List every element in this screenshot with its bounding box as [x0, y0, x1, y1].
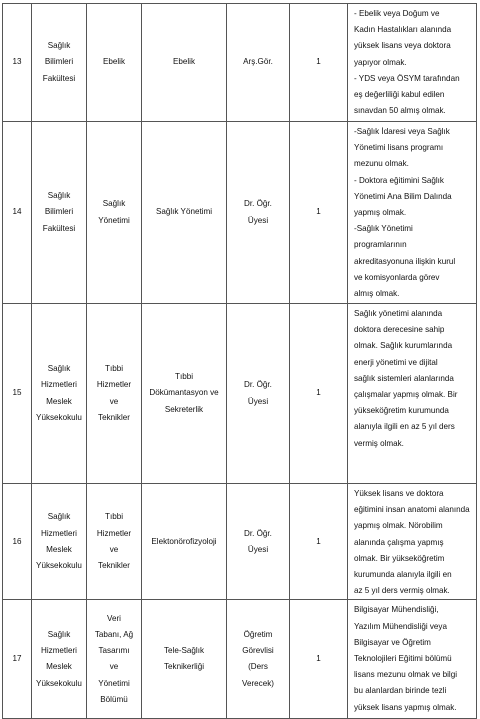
cell-unit-line: Sağlık [47, 41, 71, 51]
cell-title-line: Dr. Öğr. [244, 380, 272, 390]
cell-title [227, 484, 290, 600]
cell-requirements-line: -Sağlık İdaresi veya Sağlık [354, 127, 450, 136]
cell-department [87, 600, 142, 719]
cell-no [3, 4, 32, 122]
cell-requirements-line: doktora derecesine sahip [354, 325, 445, 335]
cell-department-line: Yönetimi [98, 215, 130, 225]
table-row [3, 600, 477, 719]
cell-unit-line: Yüksekokulu [36, 560, 82, 570]
cell-requirements-line: Bilgisayar ve Öğretim [354, 637, 431, 647]
cell-requirements-line: Bilgisayar Mühendisliği, [354, 605, 439, 615]
cell-requirements-line: Yazılım Mühendisliği veya [354, 621, 447, 631]
cell-unit-line: Sağlık [47, 191, 71, 201]
cell-requirements-line: programlarının [354, 240, 407, 250]
cell-requirements-line: kurumunda alanıyla ilgili en [354, 570, 452, 580]
cell-requirements-line: eğitimini insan anatomi alanında [354, 505, 470, 515]
cell-no-text: 17 [12, 654, 22, 664]
cell-title [227, 4, 290, 122]
cell-requirements-line: bu alanlardan birinde tezli [354, 686, 447, 696]
cell-no [3, 304, 32, 484]
cell-title-line: (Ders [248, 662, 268, 672]
cell-program [142, 4, 227, 122]
cell-unit-line: Fakültesi [42, 223, 76, 233]
cell-unit-line: Yüksekokulu [36, 678, 82, 688]
cell-requirements-line: ve komisyonlarda görev [354, 272, 440, 282]
cell-requirements [348, 4, 477, 122]
cell-program-line: Dökümantasyon ve [149, 388, 219, 398]
cell-requirements-line: Sağlık yönetimi alanında [354, 309, 443, 318]
cell-no-text: 14 [12, 207, 22, 217]
cell-program-line: Elektonörofizyoloji [151, 536, 217, 546]
cell-program [142, 122, 227, 304]
cell-unit-line: Bilimleri [44, 57, 74, 67]
cell-requirements-line: eş değerliliği kabul edilen [354, 90, 445, 100]
cell-requirements-line: yükseköğretim kurumunda [354, 406, 449, 416]
cell-requirements-line: Yüksek lisans ve doktora [354, 489, 444, 498]
cell-program-line: Teknikerliği [163, 662, 205, 672]
cell-count-text: 1 [316, 207, 321, 217]
cell-unit-line: Fakültesi [42, 73, 76, 83]
cell-requirements-line: mezunu olmak. [354, 159, 409, 169]
cell-requirements-line: olmak. Bir yükseköğretim [354, 553, 445, 563]
cell-requirements [348, 484, 477, 600]
cell-department-line: Yönetimi [98, 678, 130, 688]
cell-requirements [348, 122, 477, 304]
cell-unit-line: Hizmetleri [41, 528, 77, 538]
cell-title-line: Dr. Öğr. [244, 528, 272, 538]
cell-program [142, 600, 227, 719]
cell-requirements-line: enerji yönetimi ve dijital [354, 357, 438, 367]
cell-no [3, 122, 32, 304]
cell-program-line: Ebelik [172, 57, 196, 67]
cell-no [3, 600, 32, 719]
cell-department-line: Teknikler [98, 412, 130, 422]
cell-program [142, 484, 227, 600]
cell-count [290, 122, 348, 304]
cell-department-line: ve [109, 662, 119, 672]
cell-no [3, 484, 32, 600]
table-row [3, 304, 477, 484]
cell-requirements-line: yüksek lisans veya doktora [354, 41, 451, 51]
cell-unit-line: Sağlık [47, 364, 71, 374]
cell-requirements-line: Yönetimi Ana Bilim Dalında [354, 191, 452, 201]
cell-requirements-line: az 5 yıl ders vermiş olmak. [354, 586, 450, 596]
cell-title-line: Öğretim [243, 630, 273, 640]
cell-count [290, 4, 348, 122]
cell-department-line: ve [109, 396, 119, 406]
cell-no-text: 15 [12, 388, 22, 398]
cell-title-line: Verecek) [242, 678, 274, 688]
cell-title-line: Üyesi [247, 396, 269, 406]
cell-unit-line: Yüksekokulu [36, 412, 82, 422]
cell-requirements-line: vermiş olmak. [354, 438, 404, 448]
cell-count [290, 600, 348, 719]
cell-requirements-line: Teknolojileri Eğitimi bölümü [354, 654, 452, 664]
cell-department [87, 304, 142, 484]
cell-department [87, 484, 142, 600]
cell-unit-line: Bilimleri [44, 207, 74, 217]
cell-title-line: Üyesi [247, 215, 269, 225]
cell-no-text: 13 [12, 57, 22, 67]
cell-requirements-line: Kadın Hastalıkları alanında [354, 25, 452, 35]
cell-unit-line: Meslek [46, 662, 72, 672]
table-row [3, 484, 477, 600]
cell-requirements-line: yüksek lisans yapmış olmak. [354, 702, 457, 712]
cell-department-line: Sağlık [102, 199, 126, 209]
cell-program-line: Tele-Sağlık [163, 646, 205, 656]
cell-department-line: Tıbbi [105, 512, 123, 522]
cell-program [142, 304, 227, 484]
cell-unit [32, 304, 87, 484]
cell-unit-line: Sağlık [47, 512, 71, 522]
cell-requirements [348, 304, 477, 484]
cell-department [87, 4, 142, 122]
cell-title-line: Üyesi [247, 544, 269, 554]
cell-title [227, 600, 290, 719]
cell-department-line: Hizmetler [96, 380, 132, 390]
cell-department-line: Bölümü [100, 694, 128, 704]
cell-unit [32, 4, 87, 122]
cell-requirements-line: almış olmak. [354, 289, 400, 299]
cell-title-line: Görevlisi [242, 646, 274, 656]
cell-unit-line: Hizmetleri [41, 646, 77, 656]
cell-department-line: Tabanı, Ağ [94, 630, 134, 640]
cell-count-text: 1 [316, 536, 321, 546]
cell-count-text: 1 [316, 388, 321, 398]
cell-program-line: Sağlık Yönetimi [155, 207, 213, 217]
cell-department-line: Teknikler [98, 560, 130, 570]
cell-title-line: Arş.Gör. [243, 57, 273, 67]
cell-requirements-line: alanıyla ilgili en az 5 yıl ders [354, 422, 455, 432]
cell-program-line: Sekreterlik [164, 404, 204, 414]
cell-requirements-line: lisans mezunu olmak ve bilgi [354, 670, 458, 680]
cell-requirements-line: alanında çalışma yapmış [354, 537, 444, 547]
table-body [3, 4, 477, 719]
cell-count [290, 304, 348, 484]
cell-unit-line: Meslek [46, 544, 72, 554]
cell-requirements-line: sınavdan 50 almış olmak. [354, 106, 446, 116]
cell-requirements-line: Yönetimi lisans programı [354, 143, 444, 153]
table-row [3, 122, 477, 304]
cell-count-text: 1 [316, 57, 321, 67]
cell-department-line: Hizmetler [96, 528, 132, 538]
cell-requirements-line: olmak. Sağlık kurumlarında [354, 341, 453, 351]
cell-unit [32, 484, 87, 600]
cell-requirements [348, 600, 477, 719]
cell-requirements-line: -Sağlık Yönetimi [354, 224, 413, 234]
cell-department-line: Veri [107, 613, 121, 623]
cell-count [290, 484, 348, 600]
cell-unit [32, 122, 87, 304]
cell-department-line: Ebelik [102, 57, 126, 67]
cell-unit-line: Hizmetleri [41, 380, 77, 390]
cell-requirements-line: yapmış olmak. [354, 208, 407, 218]
cell-unit-line: Sağlık [47, 630, 71, 640]
cell-requirements-line: sağlık sistemleri alanlarında [354, 373, 454, 383]
cell-department-line: ve [109, 544, 119, 554]
cell-department-line: Tasarımı [98, 646, 130, 656]
cell-requirements-line: akreditasyonuna ilişkin kurul [354, 256, 456, 266]
cell-count-text: 1 [316, 654, 321, 664]
cell-program-line: Tıbbi [175, 372, 193, 382]
cell-requirements-line: yapıyor olmak. [354, 57, 407, 67]
cell-unit [32, 600, 87, 719]
cell-title [227, 122, 290, 304]
cell-requirements-line: yapmış olmak. Nörobilim [354, 521, 443, 531]
table-row [3, 4, 477, 122]
cell-requirements-line: - Ebelik veya Doğum ve [354, 9, 440, 18]
cell-no-text: 16 [12, 536, 22, 546]
cell-unit-line: Meslek [46, 396, 72, 406]
cell-department-line: Tıbbi [105, 364, 123, 374]
cell-title-line: Dr. Öğr. [244, 199, 272, 209]
staff-positions-table [2, 3, 477, 719]
cell-department [87, 122, 142, 304]
cell-requirements-line: - Doktora eğitimini Sağlık [354, 175, 444, 185]
cell-requirements-line: - YDS veya ÖSYM tarafından [354, 73, 460, 83]
cell-requirements-line: çalışmalar yapmış olmak. Bir [354, 390, 458, 400]
cell-title [227, 304, 290, 484]
